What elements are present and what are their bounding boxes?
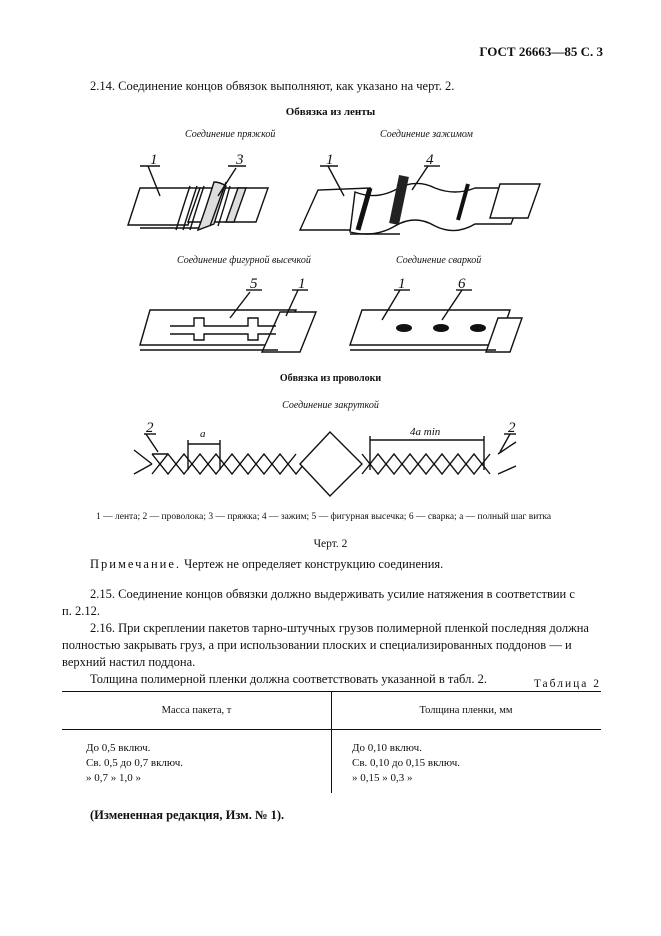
note-label: Примечание.: [90, 557, 182, 571]
table-header-thickness: Толщина пленки, мм: [419, 705, 513, 716]
caption-buckle: Соединение пряжкой: [185, 129, 276, 140]
label-1-buckle: 1: [150, 152, 158, 168]
label-2-right: 2: [508, 420, 516, 436]
note-text: Чертеж не определяет конструкцию соединения.: [181, 557, 444, 571]
wire-title: Обвязка из проволоки: [279, 373, 382, 384]
figure-legend: 1 — лента; 2 — проволока; 3 — пряжка; 4 — зажим; 5 — фигурная высечка; 6 — сварка; a — полный шаг витка: [96, 512, 552, 522]
caption-twist: Соединение закруткой: [282, 400, 379, 411]
section-2-15-line1: 2.15. Соединение концов обвязки должно выдерживать усилие натяжения в соответствии с: [90, 587, 575, 601]
revision-note: (Измененная редакция, Изм. № 1).: [90, 808, 285, 822]
film-paragraph: Толщина полимерной пленки должна соответствовать указанной в табл. 2.: [90, 672, 487, 686]
table-cell: Св. 0,10 до 0,15 включ.: [352, 757, 460, 769]
label-1-cut: 1: [298, 276, 306, 292]
table-col-thickness: [352, 741, 460, 786]
label-6: 6: [458, 276, 466, 292]
label-2-left: 2: [146, 420, 154, 436]
section-2-15-line2: п. 2.12.: [62, 604, 100, 618]
table-cell: » 0,7 » 1,0 »: [86, 772, 141, 784]
table-cell: Св. 0,5 до 0,7 включ.: [86, 757, 183, 769]
table-caption: Таблица 2: [533, 678, 601, 690]
section-2-16-line1: 2.16. При скреплении пакетов тарно-штучных грузов полимерной пленкой последняя должна: [90, 621, 589, 635]
note: [90, 556, 443, 573]
table-col-mass: [86, 741, 183, 786]
section-2-14: 2.14. Соединение концов обвязок выполняют, как указано на черт. 2.: [90, 79, 455, 93]
section-2-16-line2: полностью закрывать груз, а при использовании плоских и специализированных поддонов — и: [62, 638, 572, 652]
label-3: 3: [236, 152, 244, 168]
label-1-weld: 1: [398, 276, 406, 292]
tape-title: Обвязка из ленты: [285, 106, 376, 118]
label-5: 5: [250, 276, 258, 292]
label-4a-min: 4a min: [410, 426, 441, 438]
label-1-clamp: 1: [326, 152, 334, 168]
label-4: 4: [426, 152, 434, 168]
label-a: a: [200, 428, 206, 440]
caption-clamp: Соединение зажимом: [380, 129, 473, 140]
page-header: ГОСТ 26663—85 С. 3: [479, 44, 603, 59]
section-2-16-line3: верхний настил поддона.: [62, 655, 196, 669]
table-cell: До 0,10 включ.: [352, 742, 422, 754]
drawing-number: Черт. 2: [313, 538, 348, 550]
table-cell: » 0,15 » 0,3 »: [352, 772, 413, 784]
caption-weld: Соединение сваркой: [396, 255, 482, 266]
table-header-mass: Масса пакета, т: [161, 705, 232, 716]
caption-cut: Соединение фигурной высечкой: [177, 255, 311, 266]
table-cell: До 0,5 включ.: [86, 742, 151, 754]
